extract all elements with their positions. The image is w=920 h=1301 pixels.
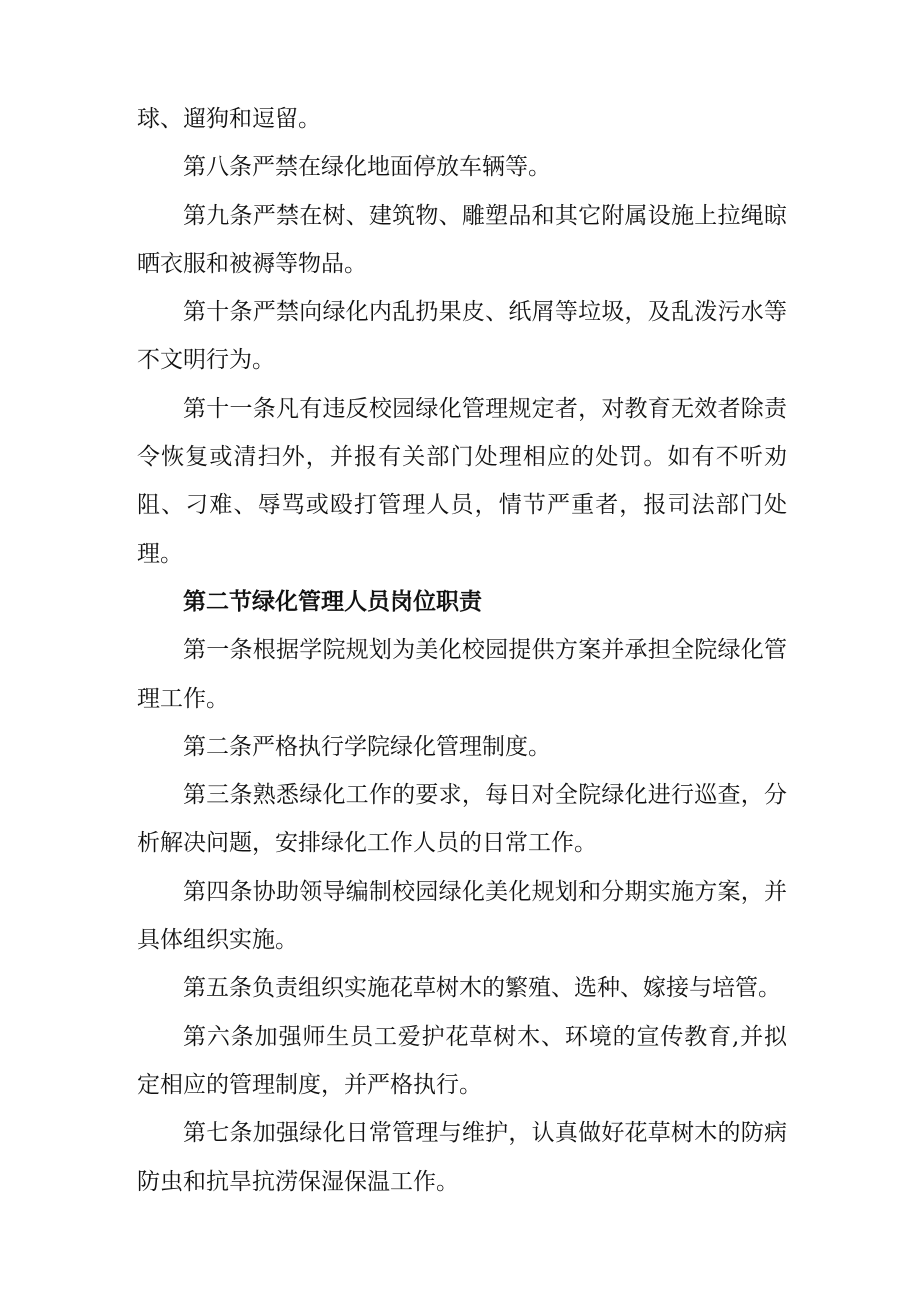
article-9: 第九条严禁在树、建筑物、雕塑品和其它附属设施上拉绳晾晒衣服和被褥等物品。 [137,202,787,277]
paragraph-continuation: 球、遛狗和逗留。 [137,106,321,132]
duty-7: 第七条加强绿化日常管理与维护，认真做好花草树木的防病防虫和抗旱抗涝保湿保温工作。 [137,1120,787,1195]
article-8: 第八条严禁在绿化地面停放车辆等。 [183,154,551,181]
article-10: 第十条严禁向绿化内乱扔果皮、纸屑等垃圾，及乱泼污水等不文明行为。 [137,299,787,374]
duty-5: 第五条负责组织实施花草树木的繁殖、选种、嫁接与培管。 [183,975,781,1002]
article-11: 第十一条凡有违反校园绿化管理规定者，对教育无效者除责令恢复或清扫外，并报有关部门处理相应的处罚。如有不听劝阻、刁难、辱骂或殴打管理人员，情节严重者，报司法部门处理。 [137,395,787,567]
duty-2: 第二条严格执行学院绿化管理制度。 [183,733,551,760]
document-body [137,95,787,1206]
section-heading: 第二节绿化管理人员岗位职责 [183,588,482,615]
duty-3: 第三条熟悉绿化工作的要求，每日对全院绿化进行巡查，分析解决问题，安排绿化工作人员的日常工作。 [137,782,787,857]
duty-4: 第四条协助领导编制校园绿化美化规划和分期实施方案，并具体组织实施。 [137,878,787,954]
duty-1: 第一条根据学院规划为美化校园提供方案并承担全院绿化管理工作。 [137,637,787,712]
duty-6: 第六条加强师生员工爱护花草树木、环境的宣传教育,并拟定相应的管理制度，并严格执行。 [137,1023,787,1098]
